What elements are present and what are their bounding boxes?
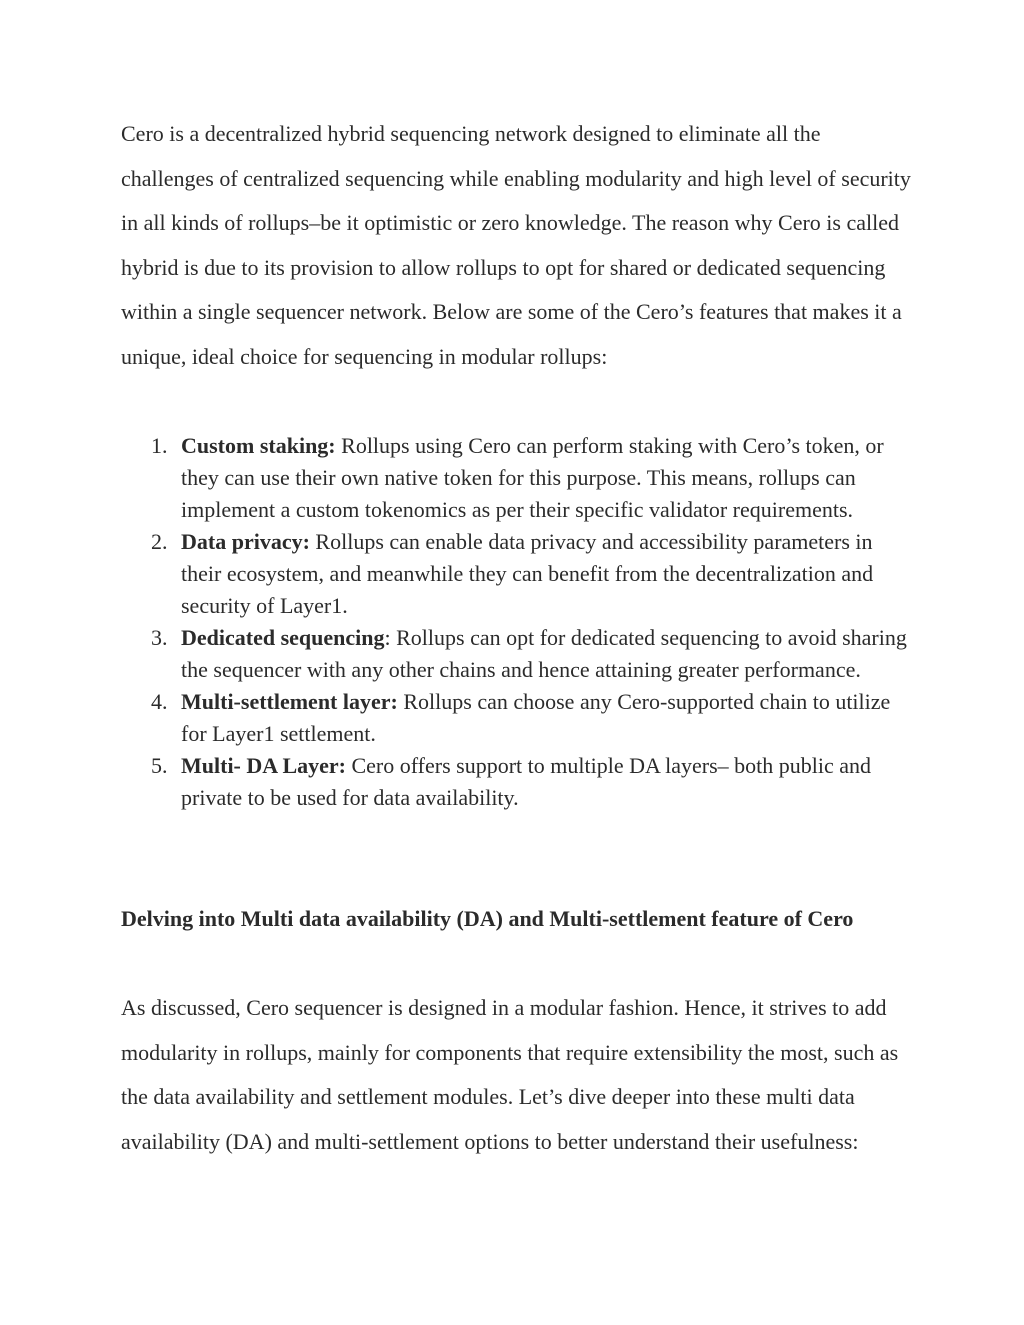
feature-title: Data privacy:: [181, 529, 310, 554]
list-number: 5.: [151, 753, 168, 778]
list-number: 2.: [151, 529, 168, 554]
feature-text: Rollups can choose any Cero-supported chain to utilize for Layer1 settlement.: [181, 689, 891, 746]
list-number: 1.: [151, 433, 168, 458]
section-heading: Delving into Multi data availability (DA) and Multi-settlement feature of Cero: [121, 906, 854, 931]
feature-text: : Rollups can opt for dedicated sequencing to avoid sharing the sequencer with any other chains and hence attaining greater performance.: [181, 625, 907, 682]
list-item: [121, 622, 911, 686]
intro-paragraph: Cero is a decentralized hybrid sequencing network designed to eliminate all the challenges of centralized sequencing while enabling modularity and high level of security in all kinds of rollups–be it optimistic or zero knowledge. The reason why Cero is called hybrid is due to its provision to allow rollups to opt for shared or dedicated sequencing within a single sequencer network. Below are some of the Cero’s features that makes it a unique, ideal choice for sequencing in modular rollups:: [121, 121, 911, 369]
feature-title: Multi- DA Layer:: [181, 753, 346, 778]
feature-title: Dedicated sequencing: [181, 625, 385, 650]
feature-list: [121, 430, 911, 814]
list-number: 4.: [151, 689, 168, 714]
feature-title: Multi-settlement layer:: [181, 689, 398, 714]
body-paragraph: As discussed, Cero sequencer is designed in a modular fashion. Hence, it strives to add modularity in rollups, mainly for components that require extensibility the most, such as the data availability and settlement modules. Let’s dive deeper into these multi data availability (DA) and multi-settlement options to better understand their usefulness:: [121, 995, 899, 1154]
list-item: [121, 686, 911, 750]
feature-text: Rollups using Cero can perform staking with Cero’s token, or they can use their own native token for this purpose. This means, rollups can implement a custom tokenomics as per their specific validator requirements.: [181, 433, 884, 522]
feature-text: Cero offers support to multiple DA layers– both public and private to be used for data availability.: [181, 753, 872, 810]
list-item: [121, 750, 911, 814]
feature-text: Rollups can enable data privacy and accessibility parameters in their ecosystem, and meanwhile they can benefit from the decentralization and security of Layer1.: [181, 529, 874, 618]
feature-title: Custom staking:: [181, 433, 336, 458]
list-number: 3.: [151, 625, 168, 650]
list-item: [121, 430, 911, 526]
list-item: [121, 526, 911, 622]
